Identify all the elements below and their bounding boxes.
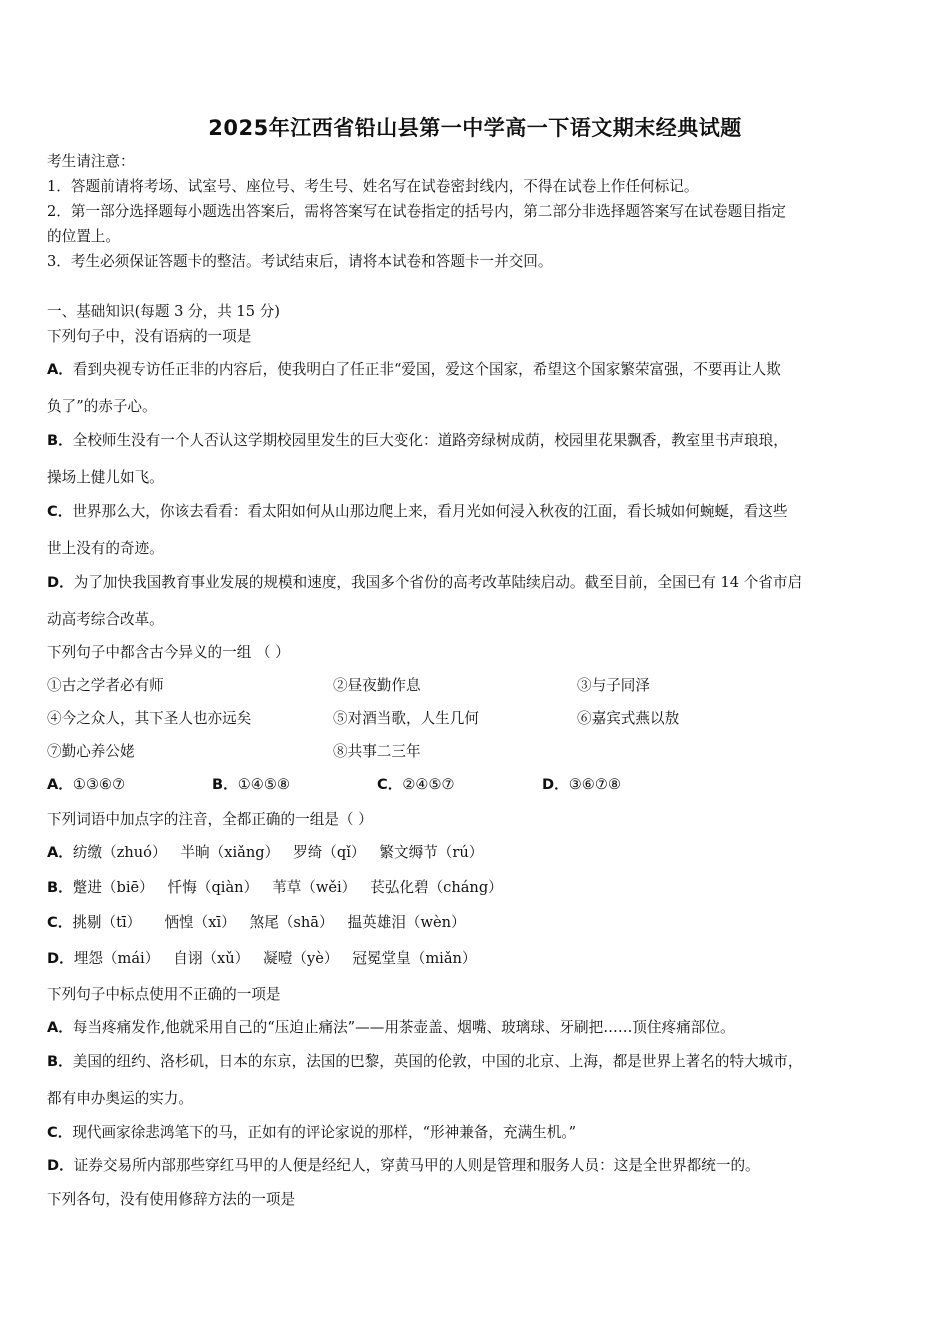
option-label: C． — [47, 1124, 73, 1141]
q2-choice-d — [542, 775, 621, 795]
q2-item: ⑥嘉宾式燕以敖 — [577, 710, 680, 727]
option-label: C． — [47, 914, 73, 931]
q2-item: ⑧共事二三年 — [333, 743, 421, 760]
q2-choice-c — [377, 775, 455, 795]
word: 纺缴（zhuó） — [72, 844, 167, 861]
q4-option-a — [47, 1018, 735, 1038]
q1-option-c — [47, 502, 787, 522]
option-text: 美国的纽约、洛杉矶，日本的东京，法国的巴黎，英国的伦敦，中国的北京、上海，都是世界上著名的特大城市， — [72, 1053, 803, 1070]
q2-choice-a — [47, 775, 125, 795]
option-label: A． — [47, 844, 73, 861]
word: 苇草（wěi） — [272, 879, 357, 896]
option-text: 证券交易所内部那些穿红马甲的人便是经纪人，穿黄马甲的人则是管理和服务人员：这是全世界都统一的。 — [73, 1157, 760, 1174]
word: 半晌（xiǎng） — [180, 844, 280, 861]
page-title: 2025年江西省铅山县第一中学高一下语文期末经典试题 — [208, 116, 742, 140]
option-label: B． — [47, 879, 73, 896]
q4-option-b-cont: 都有申办奥运的实力。 — [47, 1090, 193, 1107]
option-text: ①③⑥⑦ — [72, 776, 126, 793]
section-heading: 一、基础知识(每题 3 分，共 15 分) — [47, 303, 280, 320]
q1-option-a — [47, 360, 781, 380]
q3-option-a — [47, 843, 483, 863]
option-label: D． — [542, 776, 569, 793]
word: 恓惶（xī） — [164, 914, 236, 931]
q1-option-b — [47, 431, 788, 451]
word: 挑剔（tī） — [72, 914, 142, 931]
q2-item: ⑤对酒当歌，人生几何 — [333, 710, 479, 727]
word: 蹩进（biē） — [72, 879, 154, 896]
option-label: C． — [377, 776, 403, 793]
option-text: 世界那么大，你该去看看：看太阳如何从山那边爬上来，看月光如何浸入秋夜的江面，看长城如何蜿蜒，看这些 — [72, 503, 788, 520]
q1-option-c-cont: 世上没有的奇迹。 — [47, 540, 164, 557]
word: 忏悔（qiàn） — [167, 879, 259, 896]
option-label: D． — [47, 1157, 74, 1174]
q1-option-b-cont: 操场上健儿如飞。 — [47, 469, 164, 486]
q1-option-d-cont: 动高考综合改革。 — [47, 611, 164, 628]
word: 自诩（xǔ） — [173, 950, 250, 967]
q4-option-d — [47, 1156, 760, 1176]
q4-option-b — [47, 1052, 802, 1072]
q4-stem: 下列句子中标点使用不正确的一项是 — [47, 986, 281, 1003]
word: 埋怨（mái） — [73, 950, 160, 967]
q4-option-c — [47, 1123, 576, 1143]
q2-stem: 下列句子中都含古今异义的一组 （ ） — [47, 644, 290, 661]
notice-item-2-cont: 的位置上。 — [47, 228, 120, 245]
q2-item: ⑦勤心养公姥 — [47, 743, 135, 760]
option-text: 全校师生没有一个人否认这学期校园里发生的巨大变化：道路旁绿树成荫，校园里花果飘香，教室里书声琅琅， — [72, 432, 788, 449]
option-label: D． — [47, 950, 74, 967]
q2-item: ①古之学者必有师 — [47, 677, 164, 694]
notice-item-3: 3．考生必须保证答题卡的整洁。考试结束后，请将本试卷和答题卡一并交回。 — [47, 253, 553, 270]
notice-item-1: 1．答题前请将考场、试室号、座位号、考生号、姓名写在试卷密封线内，不得在试卷上作任何标记。 — [47, 178, 699, 195]
option-text: 现代画家徐悲鸿笔下的马，正如有的评论家说的那样，“形神兼备，充满生机。” — [72, 1124, 577, 1141]
word: 冠冕堂皇（miǎn） — [352, 950, 477, 967]
notice-heading: 考生请注意： — [47, 153, 135, 170]
option-label: D． — [47, 574, 74, 591]
option-text: 为了加快我国教育事业发展的规模和速度，我国多个省份的高考改革陆续启动。截至目前，全国已有 14 个省市启 — [73, 574, 803, 591]
q5-stem: 下列各句，没有使用修辞方法的一项是 — [47, 1191, 296, 1208]
q2-item: ③与子同泽 — [577, 677, 650, 694]
option-text: ②④⑤⑦ — [402, 776, 455, 793]
q1-option-a-cont: 负了”的赤子心。 — [47, 398, 157, 415]
q3-stem: 下列词语中加点字的注音，全都正确的一组是（ ） — [47, 811, 373, 828]
option-text: ①④⑤⑧ — [237, 776, 291, 793]
word: 罗绮（qǐ） — [293, 844, 366, 861]
q2-choice-b — [212, 775, 290, 795]
option-label: B． — [47, 1053, 73, 1070]
q3-option-b — [47, 878, 503, 898]
q3-option-c — [47, 913, 466, 933]
option-label: A． — [47, 776, 73, 793]
option-text: 看到央视专访任正非的内容后，使我明白了任正非“爱国，爱这个国家，希望这个国家繁荣富强，不要再让人欺 — [72, 361, 781, 378]
word: 凝噎（yè） — [263, 950, 339, 967]
q2-item: ②昼夜勤作息 — [333, 677, 421, 694]
option-label: A． — [47, 1019, 73, 1036]
word: 煞尾（shā） — [249, 914, 334, 931]
word: 苌弘化碧（cháng） — [370, 879, 503, 896]
q1-option-d — [47, 573, 802, 593]
q3-option-d — [47, 949, 477, 969]
option-label: B． — [47, 432, 73, 449]
word: 繁文缛节（rú） — [379, 844, 484, 861]
option-text: ③⑥⑦⑧ — [568, 776, 622, 793]
q2-item: ④今之众人，其下圣人也亦远矣 — [47, 710, 252, 727]
option-label: A． — [47, 361, 73, 378]
option-label: C． — [47, 503, 73, 520]
option-text: 每当疼痛发作,他就采用自己的“压迫止痛法”——用茶壶盖、烟嘴、玻璃球、牙刷把……顶住疼痛部位。 — [72, 1019, 735, 1036]
notice-item-2: 2．第一部分选择题每小题选出答案后，需将答案写在试卷指定的括号内，第二部分非选择题答案写在试卷题目指定 — [47, 203, 786, 220]
q1-stem: 下列句子中，没有语病的一项是 — [47, 328, 252, 345]
word: 揾英雄泪（wèn） — [347, 914, 466, 931]
option-label: B． — [212, 776, 238, 793]
